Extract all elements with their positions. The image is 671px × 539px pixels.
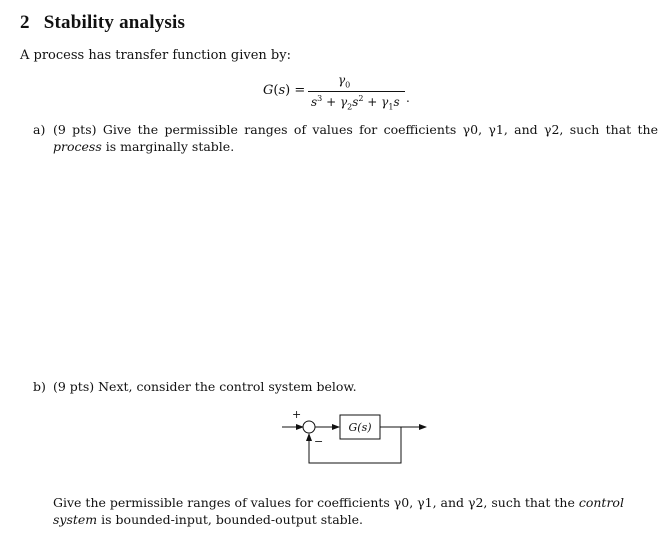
section-number: 2 (20, 12, 30, 33)
fraction-bar (308, 91, 405, 92)
part-a-text-after: is marginally stable. (105, 139, 235, 154)
part-b-question-before: Give the permissible ranges of values for coefficients γ0, γ1, and γ2, such that the (53, 495, 575, 510)
part-a-label: a) (33, 122, 46, 137)
equation-numerator: $\gamma_0$ (338, 73, 351, 90)
part-b-label: b) (33, 379, 46, 394)
part-b-points: (9 pts) (53, 379, 95, 394)
summing-junction (303, 421, 315, 433)
equation-denominator: $s^3 + \gamma_2s^2 + \gamma_1s$ (311, 94, 400, 112)
plant-label: G(s) (348, 421, 372, 434)
part-b-question-emphasis: control system (53, 495, 624, 527)
section-title: Stability analysis (43, 12, 186, 33)
equation-lhs: G(s) = (263, 83, 306, 98)
minus-sign: − (314, 435, 324, 448)
intro-text: A process has transfer function given by: (20, 48, 291, 63)
plus-sign: + (292, 408, 302, 421)
equation-period: . (406, 91, 410, 105)
part-a (33, 121, 658, 155)
section-heading (20, 12, 185, 34)
part-b-text: Next, consider the control system below. (98, 379, 357, 394)
part-b (33, 378, 658, 395)
part-a-emphasis: process (53, 139, 102, 154)
part-b-question-after: is bounded-input, bounded-output stable. (101, 512, 364, 527)
part-a-points: (9 pts) (53, 122, 97, 137)
part-b-question (53, 494, 658, 528)
control-block-diagram (280, 405, 440, 467)
part-a-text-before: Give the permissible ranges of values for coefficients γ0, γ1, and γ2, such that the (102, 122, 658, 137)
